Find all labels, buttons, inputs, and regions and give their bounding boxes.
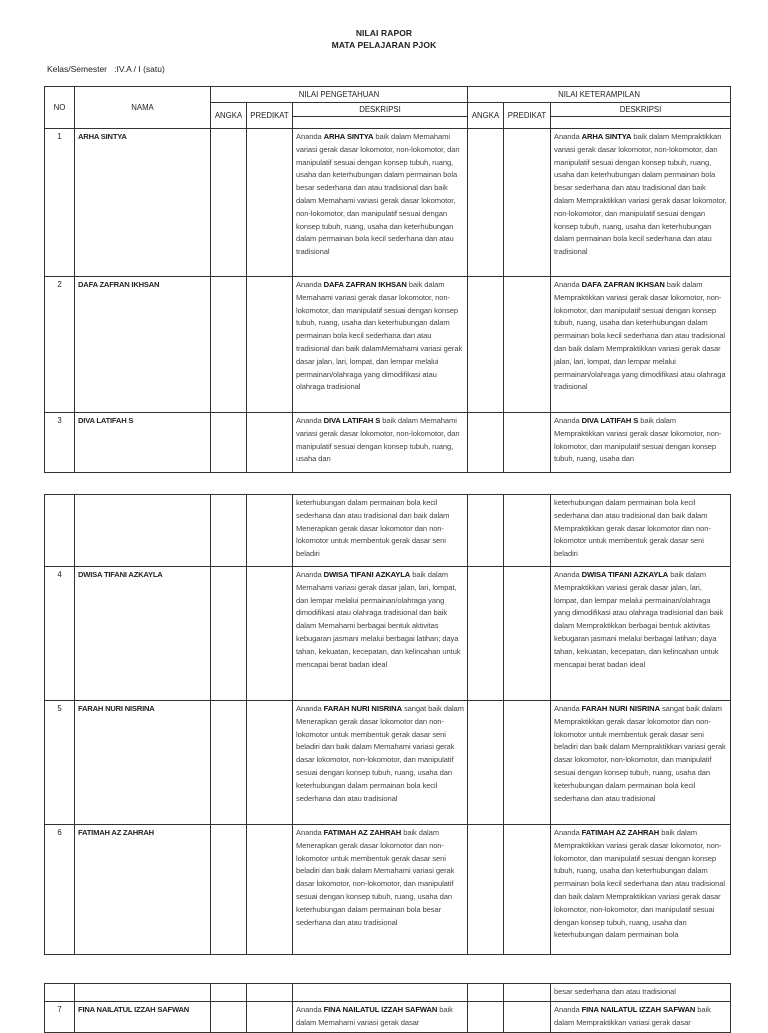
cell-angka-keterampilan bbox=[468, 567, 504, 701]
desc-intro: Ananda bbox=[296, 570, 324, 579]
subject-title: MATA PELAJARAN PJOK bbox=[331, 40, 437, 50]
cell-deskripsi-keterampilan bbox=[551, 277, 731, 413]
cell-predikat-pengetahuan bbox=[247, 1002, 293, 1033]
cell-predikat-keterampilan bbox=[504, 825, 551, 955]
cell-predikat-keterampilan bbox=[504, 1002, 551, 1033]
header-deskripsi-pengetahuan: DESKRIPSI bbox=[293, 103, 468, 117]
cell-deskripsi-keterampilan bbox=[551, 984, 731, 1002]
desc-student-name: ARHA SINTYA bbox=[581, 132, 632, 141]
desc-text: keterhubungan dalam permainan bola kecil sederhana dan atau tradisional dan baik dalam Mempraktikkan gerak dasar lokomotor dan non-lokomotor untuk membentuk gerak dasar seni beladiri bbox=[554, 498, 711, 559]
cell-deskripsi-keterampilan bbox=[551, 567, 731, 701]
cell-angka-keterampilan bbox=[468, 129, 504, 277]
cell-angka-keterampilan bbox=[468, 825, 504, 955]
header-predikat-keterampilan: PREDIKAT bbox=[504, 103, 551, 129]
header-predikat-pengetahuan: PREDIKAT bbox=[247, 103, 293, 129]
desc-intro: Ananda bbox=[296, 280, 324, 289]
cell-nama: DAFA ZAFRAN IKHSAN bbox=[75, 277, 211, 413]
cell-predikat-pengetahuan bbox=[247, 825, 293, 955]
header-no: NO bbox=[45, 87, 75, 129]
cell-angka-keterampilan bbox=[468, 1002, 504, 1033]
cell-angka-pengetahuan bbox=[211, 129, 247, 277]
cell-predikat-keterampilan bbox=[504, 701, 551, 825]
cell-angka-keterampilan bbox=[468, 495, 504, 567]
cell-predikat-keterampilan bbox=[504, 984, 551, 1002]
cell-nama bbox=[75, 495, 211, 567]
desc-intro: Ananda bbox=[554, 570, 582, 579]
cell-nama: FARAH NURI NISRINA bbox=[75, 701, 211, 825]
grades-table-page-1 bbox=[44, 86, 731, 473]
grades-table-page-2 bbox=[44, 494, 731, 955]
cell-deskripsi-keterampilan bbox=[551, 701, 731, 825]
class-semester-label: Kelas/Semester bbox=[47, 64, 107, 74]
cell-deskripsi-keterampilan bbox=[551, 825, 731, 955]
cell-no: 3 bbox=[45, 413, 75, 473]
desc-text: sangat baik dalam Mempraktikkan gerak dasar lokomotor dan non-lokomotor untuk membentuk gerak dasar seni beladiri dan baik dalam Mempraktikkan variasi gerak dasar lokomotor, non-lokomotor, dan manipulatif sesuai dengan konsep tubuh, ruang, usaha dan keterhubungan dalam permainan bola kecil sederhana dan atau tradisional bbox=[554, 704, 726, 803]
cell-no: 1 bbox=[45, 129, 75, 277]
desc-intro: Ananda bbox=[296, 132, 324, 141]
desc-intro: Ananda bbox=[296, 416, 324, 425]
header-angka-pengetahuan: ANGKA bbox=[211, 103, 247, 129]
header-nama: NAMA bbox=[75, 87, 211, 129]
desc-text: sangat baik dalam Menerapkan gerak dasar lokomotor dan non-lokomotor untuk membentuk gerak dasar seni beladiri dan baik dalam Memahami variasi gerak dasar lokomotor, non-lokomotor, dan manipulatif sesuai dengan konsep tubuh, ruang, usaha dan keterhubungan dalam permainan bola kecil sederhana dan atau tradisional bbox=[296, 704, 464, 803]
desc-student-name: FATIMAH AZ ZAHRAH bbox=[581, 828, 660, 837]
cell-deskripsi-pengetahuan bbox=[293, 413, 468, 473]
desc-intro: Ananda bbox=[296, 704, 324, 713]
table-row bbox=[45, 495, 731, 567]
cell-predikat-pengetahuan bbox=[247, 984, 293, 1002]
header-spacer bbox=[293, 117, 468, 129]
cell-deskripsi-pengetahuan bbox=[293, 984, 468, 1002]
cell-deskripsi-keterampilan bbox=[551, 495, 731, 567]
header-spacer bbox=[551, 117, 731, 129]
cell-no: 5 bbox=[45, 701, 75, 825]
cell-deskripsi-pengetahuan bbox=[293, 277, 468, 413]
cell-nama bbox=[75, 984, 211, 1002]
desc-text: baik dalam Menerapkan gerak dasar lokomotor dan non-lokomotor untuk membentuk gerak dasar seni beladiri dan baik dalam Memahami variasi gerak dasar lokomotor, non-lokomotor, dan manipulatif sesuai dengan konsep tubuh, ruang, usaha dan keterhubungan dalam permainan bola besar sederhana dan atau tradisional bbox=[296, 828, 455, 927]
cell-no: 6 bbox=[45, 825, 75, 955]
cell-predikat-pengetahuan bbox=[247, 567, 293, 701]
desc-student-name: DIVA LATIFAH S bbox=[581, 416, 639, 425]
cell-predikat-keterampilan bbox=[504, 129, 551, 277]
desc-intro: Ananda bbox=[554, 280, 582, 289]
header-keterampilan: NILAI KETERAMPILAN bbox=[468, 87, 731, 103]
cell-angka-pengetahuan bbox=[211, 701, 247, 825]
cell-predikat-keterampilan bbox=[504, 277, 551, 413]
header-deskripsi-keterampilan: DESKRIPSI bbox=[551, 103, 731, 117]
desc-student-name: FARAH NURI NISRINA bbox=[581, 704, 660, 713]
cell-angka-pengetahuan bbox=[211, 825, 247, 955]
desc-text: baik dalam Memahami variasi gerak dasar lokomotor, non-lokomotor, dan manipulatif sesuai dengan konsep tubuh, ruang, usaha dan bbox=[296, 416, 460, 464]
cell-angka-pengetahuan bbox=[211, 984, 247, 1002]
cell-no: 2 bbox=[45, 277, 75, 413]
cell-angka-keterampilan bbox=[468, 701, 504, 825]
cell-predikat-pengetahuan bbox=[247, 495, 293, 567]
cell-predikat-keterampilan bbox=[504, 413, 551, 473]
desc-text: baik dalam Memahami variasi gerak dasar jalan, lari, lompat, dan lempar melalui permainan/olahraga yang dimodifikasi atau olahraga tradisional dan baik dalam Memahami berbagai bentuk aktivitas kebugaran jasmani melalui berbagai latihan; daya tahan, kekuatan, kecepatan, dan kelincahan untuk mencapai berat badan ideal bbox=[296, 570, 461, 669]
desc-student-name: DWISA TIFANI AZKAYLA bbox=[581, 570, 669, 579]
desc-text: baik dalam Memahami variasi gerak dasar lokomotor, non-lokomotor, dan manipulatif sesuai dengan konsep tubuh, ruang, usaha dan keterhubungan dalam permainan bola kecil sederhana dan atau tradisional dan baik dalamMemahami variasi gerak dasar jalan, lari, lompat, dan lempar melalui permainan/olahraga yang dimodifikasi atau olahraga tradisional bbox=[296, 280, 463, 392]
desc-text: keterhubungan dalam permainan bola kecil sederhana dan atau tradisional dan baik dalam Menerapkan gerak dasar lokomotor dan non-lokomotor untuk membentuk gerak dasar seni beladiri bbox=[296, 498, 450, 559]
table-row bbox=[45, 567, 731, 701]
cell-predikat-keterampilan bbox=[504, 567, 551, 701]
desc-intro: Ananda bbox=[554, 416, 582, 425]
cell-deskripsi-keterampilan bbox=[551, 1002, 731, 1033]
cell-nama: FATIMAH AZ ZAHRAH bbox=[75, 825, 211, 955]
table-row bbox=[45, 1002, 731, 1033]
desc-student-name: ARHA SINTYA bbox=[323, 132, 374, 141]
cell-predikat-pengetahuan bbox=[247, 277, 293, 413]
cell-angka-keterampilan bbox=[468, 277, 504, 413]
cell-predikat-pengetahuan bbox=[247, 129, 293, 277]
desc-text: baik dalam Mempraktikkan variasi gerak dasar lokomotor, non-lokomotor, dan manipulatif sesuai dengan konsep tubuh, ruang, usaha dan keterhubungan dalam permainan bola besar sederhana dan atau tradisional dan baik dalam Mempraktikkan variasi gerak dasar lokomotor, non-lokomotor, dan manipulatif sesuai dengan konsep tubuh, ruang, usaha dan keterhubungan dalam permainan bola kecil sederhana dan atau tradisional bbox=[554, 132, 727, 257]
desc-text: baik dalam Memahami variasi gerak dasar bbox=[296, 1005, 453, 1027]
table-row bbox=[45, 825, 731, 955]
cell-no bbox=[45, 495, 75, 567]
desc-intro: Ananda bbox=[296, 828, 324, 837]
cell-angka-pengetahuan bbox=[211, 413, 247, 473]
cell-no: 7 bbox=[45, 1002, 75, 1033]
desc-student-name: FINA NAILATUL IZZAH SAFWAN bbox=[581, 1005, 696, 1014]
desc-student-name: FATIMAH AZ ZAHRAH bbox=[323, 828, 402, 837]
desc-intro: Ananda bbox=[554, 1005, 582, 1014]
cell-deskripsi-pengetahuan bbox=[293, 567, 468, 701]
class-semester-value: :IV.A / I (satu) bbox=[114, 64, 165, 74]
grades-table-page-3 bbox=[44, 983, 731, 1033]
cell-angka-keterampilan bbox=[468, 413, 504, 473]
desc-student-name: FINA NAILATUL IZZAH SAFWAN bbox=[323, 1005, 438, 1014]
desc-text: baik dalam Mempraktikkan variasi gerak dasar lokomotor, non-lokomotor, dan manipulatif sesuai dengan konsep tubuh, ruang, usaha dan keterhubungan dalam permainan bola kecil sederhana dan atau tradisional dan baik dalam Mempraktikkan variasi gerak dasar lokomotor, non-lokomotor, dan manipulatif sesuai dengan konsep tubuh, ruang, usaha dan keterhubungan dalam permainan bola bbox=[554, 828, 725, 940]
desc-student-name: DAFA ZAFRAN IKHSAN bbox=[323, 280, 407, 289]
desc-intro: Ananda bbox=[554, 704, 582, 713]
desc-student-name: FARAH NURI NISRINA bbox=[323, 704, 402, 713]
cell-angka-keterampilan bbox=[468, 984, 504, 1002]
desc-text: baik dalam Mempraktikkan variasi gerak dasar lokomotor, non-lokomotor, dan manipulatif sesuai dengan konsep tubuh, ruang, usaha dan bbox=[554, 416, 722, 464]
cell-predikat-pengetahuan bbox=[247, 413, 293, 473]
cell-predikat-keterampilan bbox=[504, 495, 551, 567]
table-row bbox=[45, 277, 731, 413]
class-semester-line bbox=[47, 64, 165, 74]
desc-intro: Ananda bbox=[296, 1005, 324, 1014]
desc-student-name: DWISA TIFANI AZKAYLA bbox=[323, 570, 411, 579]
desc-intro: Ananda bbox=[554, 828, 582, 837]
table-row bbox=[45, 129, 731, 277]
cell-nama: FINA NAILATUL IZZAH SAFWAN bbox=[75, 1002, 211, 1033]
cell-deskripsi-pengetahuan bbox=[293, 495, 468, 567]
report-title: NILAI RAPOR bbox=[355, 28, 413, 38]
desc-text: baik dalam Mempraktikkan variasi gerak dasar lokomotor, non-lokomotor, dan manipulatif sesuai dengan konsep tubuh, ruang, usaha dan keterhubungan dalam permainan bola kecil sederhana dan atau tradisional dan baik dalam Mempraktikkan variasi gerak dasar jalan, lari, lompat, dan lempar melalui permainan/olahraga yang dimodifikasi atau olahraga tradisional bbox=[554, 280, 726, 392]
desc-student-name: DIVA LATIFAH S bbox=[323, 416, 381, 425]
desc-text: baik dalam Mempraktikkan variasi gerak dasar bbox=[554, 1005, 711, 1027]
cell-nama: DWISA TIFANI AZKAYLA bbox=[75, 567, 211, 701]
table-row bbox=[45, 984, 731, 1002]
cell-nama: ARHA SINTYA bbox=[75, 129, 211, 277]
cell-deskripsi-pengetahuan bbox=[293, 825, 468, 955]
cell-no bbox=[45, 984, 75, 1002]
desc-student-name: DAFA ZAFRAN IKHSAN bbox=[581, 280, 665, 289]
cell-deskripsi-keterampilan bbox=[551, 129, 731, 277]
desc-text: baik dalam Mempraktikkan variasi gerak dasar jalan, lari, lompat, dan lempar melalui permainan/olahraga yang dimodifikasi atau olahraga tradisional dan baik dalam Mempraktikkan berbagai bentuk aktivitas kebugaran jasmani melalui berbagai latihan; daya tahan, kekuatan, kecepatan, dan kelincahan untuk mencapai berat badan ideal bbox=[554, 570, 724, 669]
cell-deskripsi-pengetahuan bbox=[293, 129, 468, 277]
cell-deskripsi-pengetahuan bbox=[293, 701, 468, 825]
desc-text: besar sederhana dan atau tradisional bbox=[554, 987, 676, 996]
desc-text: baik dalam Memahami variasi gerak dasar lokomotor, non-lokomotor, dan manipulatif sesuai dengan konsep tubuh, ruang, usaha dan keterhubungan dalam permainan bola besar sederhana dan atau tradisional dan baik dalam Memahami variasi gerak dasar lokomotor, non-lokomotor, dan manipulatif sesuai dengan konsep tubuh, ruang, usaha dan keterhubungan dalam permainan bola kecil sederhana dan atau tradisional bbox=[296, 132, 460, 257]
cell-deskripsi-pengetahuan bbox=[293, 1002, 468, 1033]
header-angka-keterampilan: ANGKA bbox=[468, 103, 504, 129]
cell-nama: DIVA LATIFAH S bbox=[75, 413, 211, 473]
table-row bbox=[45, 413, 731, 473]
cell-angka-pengetahuan bbox=[211, 277, 247, 413]
cell-angka-pengetahuan bbox=[211, 495, 247, 567]
desc-intro: Ananda bbox=[554, 132, 582, 141]
table-row bbox=[45, 701, 731, 825]
header-pengetahuan: NILAI PENGETAHUAN bbox=[211, 87, 468, 103]
cell-deskripsi-keterampilan bbox=[551, 413, 731, 473]
cell-no: 4 bbox=[45, 567, 75, 701]
cell-predikat-pengetahuan bbox=[247, 701, 293, 825]
cell-angka-pengetahuan bbox=[211, 567, 247, 701]
cell-angka-pengetahuan bbox=[211, 1002, 247, 1033]
